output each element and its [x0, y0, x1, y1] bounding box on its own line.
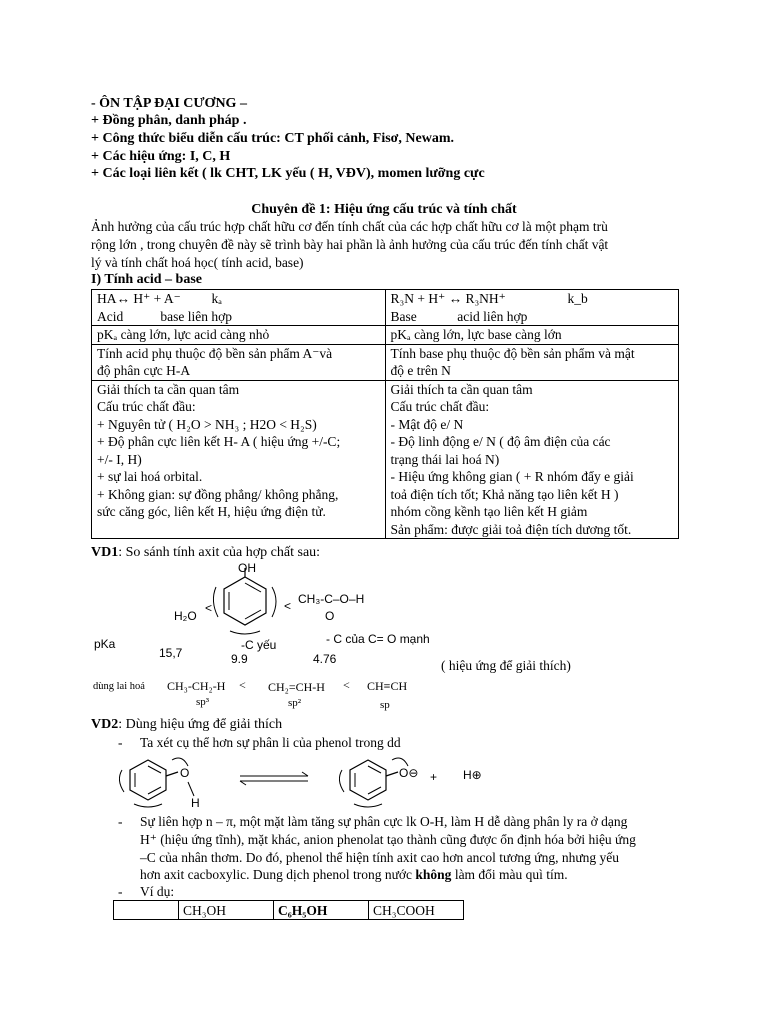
hybrid-sp2: sp² [288, 697, 302, 709]
bullet-dash-2: - [118, 814, 123, 829]
acid-explanation-cell [92, 380, 386, 539]
acid-subtitle: Acid base liên hợp [97, 308, 232, 324]
acid-dependence-1: Tính acid phụ thuộc độ bền sản phẩm A⁻và [97, 345, 333, 361]
base-ex-line: toả điện tích tốt; Khả năng tạo liên kết H ) [390, 486, 619, 502]
paragraph-4b-bold: không [415, 867, 452, 882]
phenol-oh: OH [238, 561, 256, 575]
ethane-formula: CH₃-CH₂-H [167, 679, 226, 693]
acid-ex-line: sức căng góc, liên kết H, hiệu ứng điện tử. [97, 504, 326, 519]
vd1-line [91, 544, 320, 562]
ethene-formula: CH₂=CH-H [268, 680, 325, 694]
acetic-acid-formula: CH₃-C–O–H [298, 592, 365, 606]
bullet-dash-3: - [118, 884, 123, 899]
paragraph-line-4 [140, 866, 568, 884]
acid-ex-line: + Không gian: sự đồng phẳng/ không phẳng, [97, 486, 339, 502]
example-cell-phenol: C₆H₅OH [274, 901, 369, 920]
plus-sign: + [430, 770, 438, 784]
bullet-2: Ví dụ: [140, 884, 175, 899]
section-heading: I) Tính acid – base [91, 272, 202, 287]
review-item-formulas: + Công thức biểu diễn cấu trúc: CT phối cảnh, Fisơ, Newam. [91, 131, 455, 146]
pka-label: pKa [94, 637, 116, 651]
pka-water: 15,7 [159, 646, 183, 660]
vd1-label: VD1 [91, 545, 119, 560]
paragraph-line-2: H⁺ (hiệu ứng tĩnh), mặt khác, anion phenolat tạo thành cũng được ổn định hóa bởi hiệu ứng [140, 832, 636, 847]
vd2-line [91, 716, 282, 734]
phenolate-oxygen: O⊖ [399, 766, 419, 780]
acid-equation: HA↔ H⁺ + A⁻ [97, 291, 181, 306]
less-than-4: < [343, 678, 350, 692]
base-constant: k_b [567, 291, 588, 306]
review-item-bonds: + Các loại liên kết ( lk CHT, LK yếu ( H, VĐV), momen lưỡng cực [91, 166, 485, 181]
bullet-dash-1: - [118, 735, 123, 750]
less-than-3: < [239, 678, 246, 692]
vd2-text: : Dùng hiệu ứng để giải thích [118, 717, 283, 732]
phenol-dissociation-diagram [112, 752, 512, 812]
carbonyl-oxygen: O [325, 609, 335, 623]
paragraph-4a: hơn axit cacboxylic. Dung dịch phenol trong nước [140, 867, 416, 882]
review-heading: - ÔN TẬP ĐẠI CƯƠNG – [91, 96, 247, 111]
example-cell-empty [114, 901, 179, 920]
ethyne-formula: CH≡CH [367, 679, 408, 693]
proton: H⊕ [463, 768, 482, 782]
base-equation-cell [385, 290, 679, 326]
topic-title: Chuyên đề 1: Hiệu ứng cấu trúc và tính chất [251, 202, 517, 217]
phenol-ring-diagram [200, 565, 290, 635]
paragraph-line-1: Sự liên hợp n – π, một mặt làm tăng sự phân cực lk O-H, làm H dễ dàng phân ly ra ở dạng [140, 814, 628, 829]
pka-phenol: 9.9 [231, 652, 248, 666]
acid-equation-cell [92, 290, 386, 326]
base-pk-cell: pKₐ càng lớn, lực base càng lớn [385, 326, 679, 345]
hybrid-sp: sp [380, 699, 390, 711]
base-ex-line: nhóm cồng kềnh tạo liên kết H giảm [390, 504, 588, 519]
example-table [113, 900, 464, 920]
intro-line-1: Ảnh hưởng của cấu trúc hợp chất hữu cơ đến tính chất của các hợp chất hữu cơ là một phạm trù [91, 219, 608, 234]
base-ex-line: - Hiệu ứng không gian ( + R nhóm đẩy e giải [390, 469, 634, 484]
hybrid-label: dùng lai hoá [93, 681, 145, 692]
acid-ex-line: + Độ phân cực liên kết H- A ( hiệu ứng +/-C; [97, 434, 341, 449]
hybrid-sp3: sp³ [196, 696, 210, 708]
base-ex-line: Giải thích ta cần quan tâm [390, 381, 533, 397]
paragraph-line-3: –C của nhân thơm. Do đó, phenol thể hiện tính axit cao hơn ancol tương ứng, nhưng yếu [140, 850, 620, 865]
base-dependence-2: độ e trên N [390, 363, 451, 378]
base-dependence-1: Tính base phụ thuộc độ bền sản phẩm và mật [390, 345, 635, 361]
phenol-oxygen: O [180, 766, 190, 780]
acid-ex-line: + sự lai hoá orbital. [97, 469, 203, 484]
weak-c-effect: -C yếu [241, 638, 277, 652]
intro-line-3: lý và tính chất hoá học( tính acid, base) [91, 255, 304, 270]
vd1-text: : So sánh tính axit của hợp chất sau: [118, 545, 321, 560]
acid-base-table [91, 289, 679, 539]
water-formula: H₂O [174, 609, 197, 623]
acid-ex-line: +/- I, H) [97, 451, 142, 467]
base-ex-line: Cấu trúc chất đầu: [390, 399, 490, 414]
base-ex-line: - Mật độ e/ N [390, 416, 464, 432]
paragraph-4c: làm đổi màu quì tím. [451, 867, 568, 882]
less-than-1: < [205, 601, 213, 615]
explain-note: ( hiệu ứng để giải thích) [441, 658, 571, 673]
acid-dependence-2: độ phân cực H-A [97, 363, 191, 378]
acid-dependence-cell [92, 344, 386, 380]
pka-acetic: 4.76 [313, 652, 337, 666]
base-ex-line: - Độ linh động e/ N ( độ âm điện của các [390, 434, 611, 449]
base-explanation-cell [385, 380, 679, 539]
acid-ex-line: + Nguyên tử ( H₂O > NH₃ ; H2O < H₂S) [97, 416, 317, 432]
base-ex-line: trạng thái lai hoá N) [390, 451, 500, 467]
base-subtitle: Base acid liên hợp [390, 308, 528, 324]
base-dependence-cell [385, 344, 679, 380]
base-equation: R₃N + H⁺ ↔ R₃NH⁺ [390, 291, 506, 306]
acid-ex-line: Giải thích ta cần quan tâm [97, 381, 240, 397]
strong-c-effect: - C của C= O mạnh [326, 632, 430, 646]
example-cell-acetic: CH₃COOH [369, 901, 464, 920]
intro-line-2: rộng lớn , trong chuyên đề này sẽ trình bày hai phần là ảnh hưởng của cấu trúc đến tính chất vật [91, 237, 609, 252]
less-than-2: < [284, 599, 292, 613]
example-cell-methanol: CH₃OH [179, 901, 274, 920]
review-item-isomers: + Đồng phân, danh pháp . [91, 113, 247, 128]
acid-ex-line: Cấu trúc chất đầu: [97, 399, 196, 414]
acid-constant: kₐ [211, 291, 222, 306]
base-ex-line: Sản phẩm: được giải toả điện tích dương tốt. [390, 521, 632, 537]
acid-pk-cell: pKₐ càng lớn, lực acid càng nhỏ [92, 326, 386, 345]
bullet-1: Ta xét cụ thể hơn sự phân li của phenol trong dd [140, 735, 401, 750]
phenol-hydrogen: H [191, 796, 200, 810]
vd2-label: VD2 [91, 717, 119, 732]
review-item-effects: + Các hiệu ứng: I, C, H [91, 149, 231, 164]
